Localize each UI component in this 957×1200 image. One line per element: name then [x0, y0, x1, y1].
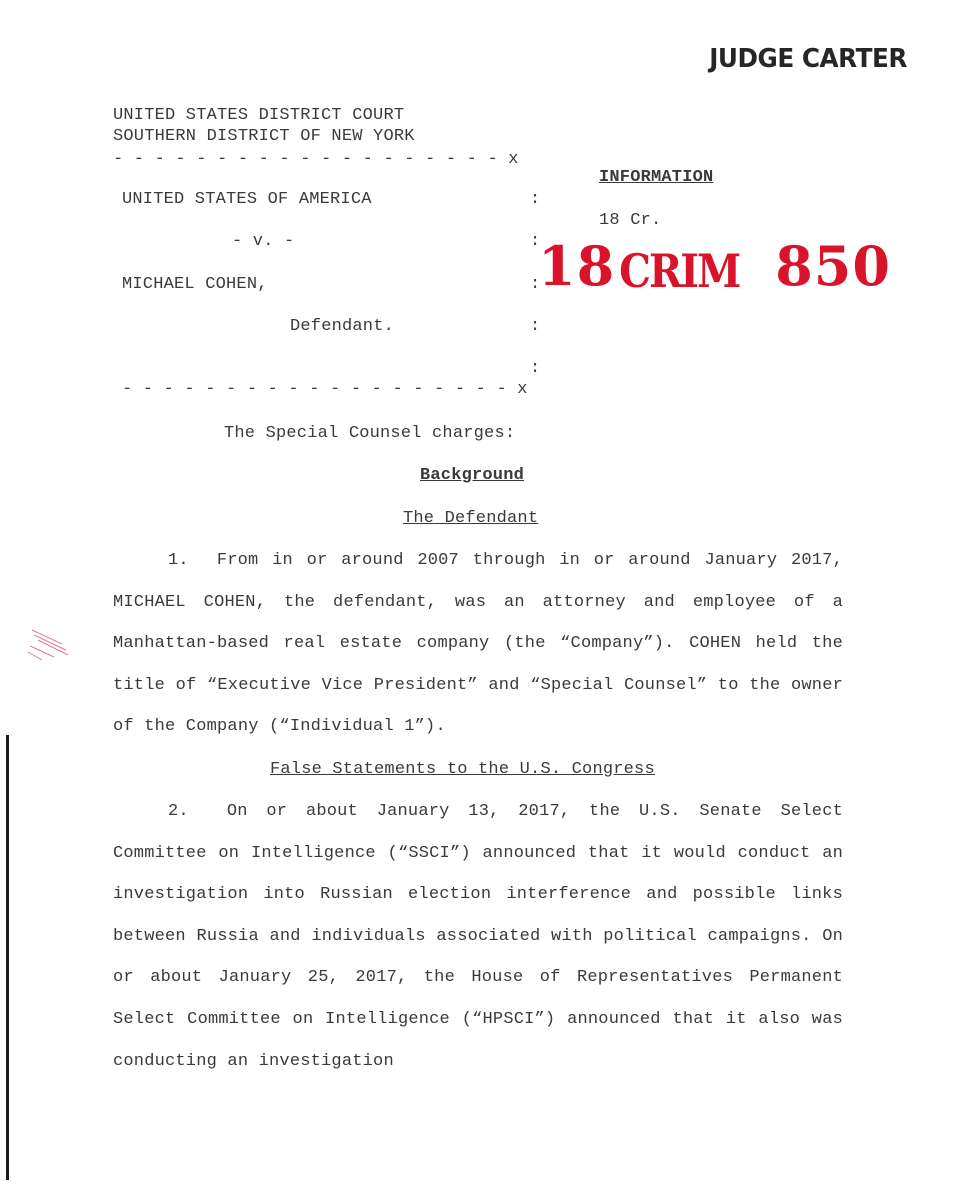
- caption-colon: :: [530, 359, 541, 378]
- caption-colon: :: [530, 275, 541, 294]
- paragraph-1: [113, 540, 843, 748]
- defendant-name: MICHAEL COHEN,: [122, 275, 268, 294]
- intro-line: The Special Counsel charges:: [224, 424, 516, 443]
- caption-colon: :: [530, 190, 541, 209]
- heading-the-defendant: The Defendant: [403, 509, 539, 528]
- plaintiff-name: UNITED STATES OF AMERICA: [122, 190, 372, 209]
- judge-stamp: JUDGE CARTER: [709, 44, 907, 74]
- case-stamp-number: 850: [775, 234, 891, 298]
- case-number-stamp: [538, 234, 891, 298]
- case-stamp-crim: CRIM: [619, 244, 740, 299]
- caption-divider-top: - - - - - - - - - - - - - - - - - - - x: [113, 150, 519, 169]
- case-stamp-year: 18: [538, 234, 616, 298]
- scan-smudge: [24, 622, 74, 672]
- caption-colon: :: [530, 232, 541, 251]
- paragraph-2: [113, 791, 843, 1082]
- caption-colon: :: [530, 317, 541, 336]
- versus-line: - v. -: [232, 232, 295, 251]
- paragraph-1-text: From in or around 2007 through in or around January 2017, MICHAEL COHEN, the defendant, was an attorney and employee of a Manhattan-based real estate company (the “Company”). COHEN held the title of “Executive Vice President” and “Special Counsel” to the owner of the Company (“Individual 1”).: [113, 551, 843, 737]
- paragraph-1-number: 1.: [168, 551, 189, 570]
- paragraph-2-number: 2.: [168, 802, 189, 821]
- heading-false-statements: False Statements to the U.S. Congress: [270, 760, 655, 779]
- docket-prefix: 18 Cr.: [599, 211, 662, 230]
- caption-divider-bottom: - - - - - - - - - - - - - - - - - - - x: [122, 380, 528, 399]
- paragraph-2-text: On or about January 13, 2017, the U.S. Senate Select Committee on Intelligence (“SSCI”) announced that it would conduct an investigation into Russian election interference and possible links between Russia and individuals associated with political campaigns. On or about January 25, 2017, the House of Representatives Permanent Select Committee on Intelligence (“HPSCI”) announced that it also was conducting an investigation: [113, 802, 843, 1071]
- court-name-line-2: SOUTHERN DISTRICT OF NEW YORK: [113, 127, 415, 146]
- court-name-line-1: UNITED STATES DISTRICT COURT: [113, 106, 405, 125]
- defendant-label: Defendant.: [290, 317, 395, 336]
- scan-margin-line: [6, 735, 9, 1180]
- document-type: INFORMATION: [599, 168, 714, 187]
- heading-background: Background: [420, 466, 525, 485]
